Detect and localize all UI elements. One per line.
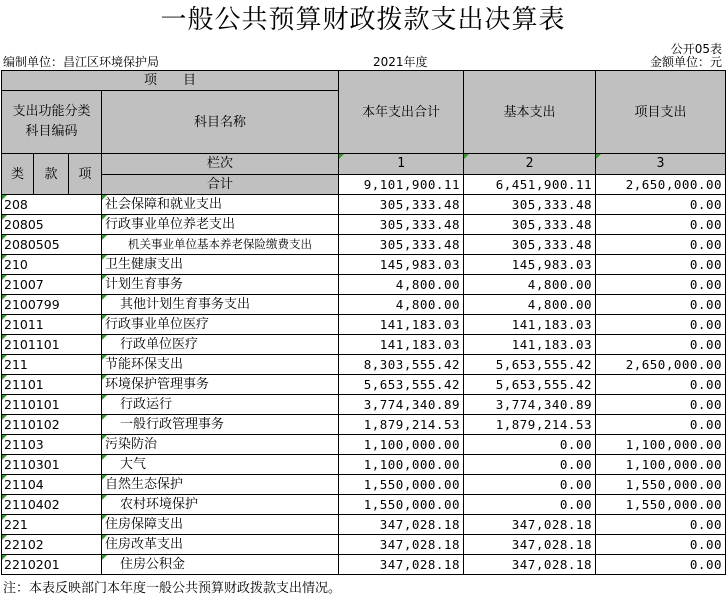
- row-total: 347,028.18: [339, 535, 464, 555]
- header-basic: 基本支出: [464, 71, 596, 154]
- row-subject-name: 行政运行: [102, 395, 339, 415]
- table-row: [2, 455, 726, 475]
- total-project: 2,650,000.00: [596, 174, 726, 195]
- form-number: 公开05表: [670, 42, 722, 56]
- row-subject-name: 大气: [102, 455, 339, 475]
- row-total: 1,879,214.53: [339, 415, 464, 435]
- row-project: 0.00: [596, 315, 726, 335]
- row-basic: 5,653,555.42: [464, 355, 596, 375]
- row-total: 141,183.03: [339, 315, 464, 335]
- header-project: 项目支出: [596, 71, 726, 154]
- row-code: 2210201: [2, 555, 102, 575]
- row-subject-name: 社会保障和就业支出: [102, 195, 339, 215]
- row-total: 4,800.00: [339, 295, 464, 315]
- header-total: 本年支出合计: [339, 71, 464, 154]
- row-basic: 347,028.18: [464, 515, 596, 535]
- row-subject-name: 行政事业单位医疗: [102, 315, 339, 335]
- row-total: 5,653,555.42: [339, 375, 464, 395]
- row-project: 1,550,000.00: [596, 475, 726, 495]
- table-row: [2, 355, 726, 375]
- row-basic: 0.00: [464, 455, 596, 475]
- row-project: 1,550,000.00: [596, 495, 726, 515]
- row-code: 2110101: [2, 395, 102, 415]
- row-subject-name: 一般行政管理事务: [102, 415, 339, 435]
- row-code: 2101101: [2, 335, 102, 355]
- row-total: 141,183.03: [339, 335, 464, 355]
- row-total: 305,333.48: [339, 195, 464, 215]
- header-kuan: 款: [34, 154, 69, 195]
- row-total: 305,333.48: [339, 235, 464, 255]
- row-total: 1,550,000.00: [339, 495, 464, 515]
- row-basic: 347,028.18: [464, 535, 596, 555]
- table-row: [2, 335, 726, 355]
- header-func-code: 支出功能分类 科目编码: [2, 91, 102, 154]
- header-item: 项 目: [2, 71, 339, 91]
- row-subject-name: 机关事业单位基本养老保险缴费支出: [102, 235, 339, 255]
- table-row: [2, 395, 726, 415]
- table-row: [2, 475, 726, 495]
- row-basic: 0.00: [464, 495, 596, 515]
- row-subject-name: 环境保护管理事务: [102, 375, 339, 395]
- row-basic: 347,028.18: [464, 555, 596, 575]
- row-project: 0.00: [596, 215, 726, 235]
- row-basic: 0.00: [464, 475, 596, 495]
- table-row: [2, 535, 726, 555]
- currency-unit: 金额单位：元: [649, 55, 722, 69]
- row-project: 0.00: [596, 395, 726, 415]
- row-code: 21011: [2, 315, 102, 335]
- column-number-3: 3: [596, 154, 726, 175]
- table-row: [2, 275, 726, 295]
- total-basic: 6,451,900.11: [464, 174, 596, 195]
- table-row: [2, 555, 726, 575]
- row-subject-name: 污染防治: [102, 435, 339, 455]
- row-code: 221: [2, 515, 102, 535]
- row-subject-name: 住房改革支出: [102, 535, 339, 555]
- row-total: 145,983.03: [339, 255, 464, 275]
- row-code: 2110102: [2, 415, 102, 435]
- row-project: 1,100,000.00: [596, 435, 726, 455]
- total-label: 合计: [102, 174, 339, 195]
- row-code: 2080505: [2, 235, 102, 255]
- column-number-1: 1: [339, 154, 464, 175]
- row-subject-name: 计划生育事务: [102, 275, 339, 295]
- row-basic: 305,333.48: [464, 235, 596, 255]
- row-code: 21101: [2, 375, 102, 395]
- table-row: [2, 495, 726, 515]
- table-row: [2, 295, 726, 315]
- table-row: [2, 415, 726, 435]
- expenditure-table: [1, 70, 726, 575]
- row-project: 0.00: [596, 535, 726, 555]
- row-total: 1,100,000.00: [339, 435, 464, 455]
- row-project: 0.00: [596, 335, 726, 355]
- row-subject-name: 行政单位医疗: [102, 335, 339, 355]
- row-project: 0.00: [596, 275, 726, 295]
- total-amount: 9,101,900.11: [339, 174, 464, 195]
- row-code: 21007: [2, 275, 102, 295]
- row-project: 0.00: [596, 375, 726, 395]
- row-subject-name: 农村环境保护: [102, 495, 339, 515]
- row-project: 0.00: [596, 515, 726, 535]
- header-lanci: 栏次: [102, 154, 339, 175]
- row-subject-name: 住房保障支出: [102, 515, 339, 535]
- row-subject-name: 卫生健康支出: [102, 255, 339, 275]
- row-project: 0.00: [596, 195, 726, 215]
- row-code: 210: [2, 255, 102, 275]
- table-row: [2, 515, 726, 535]
- row-subject-name: 节能环保支出: [102, 355, 339, 375]
- row-subject-name: 自然生态保护: [102, 475, 339, 495]
- row-project: 0.00: [596, 255, 726, 275]
- header-xiang: 项: [69, 154, 102, 195]
- row-basic: 305,333.48: [464, 195, 596, 215]
- row-basic: 305,333.48: [464, 215, 596, 235]
- table-row: [2, 315, 726, 335]
- header-lei: 类: [2, 154, 34, 195]
- row-project: 0.00: [596, 555, 726, 575]
- row-total: 305,333.48: [339, 215, 464, 235]
- row-project: 0.00: [596, 235, 726, 255]
- table-row: [2, 235, 726, 255]
- row-code: 20805: [2, 215, 102, 235]
- row-code: 22102: [2, 535, 102, 555]
- row-total: 347,028.18: [339, 515, 464, 535]
- row-basic: 141,183.03: [464, 315, 596, 335]
- row-basic: 1,879,214.53: [464, 415, 596, 435]
- fiscal-year: 2021年度: [373, 55, 428, 69]
- report-title: 一般公共预算财政拨款支出决算表: [160, 5, 566, 35]
- row-subject-name: 行政事业单位养老支出: [102, 215, 339, 235]
- org-name: 编制单位：昌江区环境保护局: [3, 55, 160, 69]
- row-project: 1,100,000.00: [596, 455, 726, 475]
- row-total: 4,800.00: [339, 275, 464, 295]
- row-total: 8,303,555.42: [339, 355, 464, 375]
- row-project: 0.00: [596, 415, 726, 435]
- footnote: 注：本表反映部门本年度一般公共预算财政拨款支出情况。: [3, 581, 342, 596]
- table-row: [2, 215, 726, 235]
- row-project: 0.00: [596, 295, 726, 315]
- row-code: 21103: [2, 435, 102, 455]
- table-row: [2, 375, 726, 395]
- row-code: 2110402: [2, 495, 102, 515]
- row-code: 211: [2, 355, 102, 375]
- row-total: 347,028.18: [339, 555, 464, 575]
- table-row: [2, 435, 726, 455]
- row-basic: 4,800.00: [464, 275, 596, 295]
- row-basic: 3,774,340.89: [464, 395, 596, 415]
- row-basic: 5,653,555.42: [464, 375, 596, 395]
- table-row: [2, 255, 726, 275]
- row-code: 208: [2, 195, 102, 215]
- row-basic: 4,800.00: [464, 295, 596, 315]
- row-total: 1,100,000.00: [339, 455, 464, 475]
- row-subject-name: 住房公积金: [102, 555, 339, 575]
- row-basic: 141,183.03: [464, 335, 596, 355]
- row-code: 21104: [2, 475, 102, 495]
- row-basic: 145,983.03: [464, 255, 596, 275]
- row-project: 2,650,000.00: [596, 355, 726, 375]
- table-row: [2, 195, 726, 215]
- row-code: 2110301: [2, 455, 102, 475]
- row-subject-name: 其他计划生育事务支出: [102, 295, 339, 315]
- header-subject-name: 科目名称: [102, 91, 339, 154]
- column-number-2: 2: [464, 154, 596, 175]
- row-total: 1,550,000.00: [339, 475, 464, 495]
- row-code: 2100799: [2, 295, 102, 315]
- row-basic: 0.00: [464, 435, 596, 455]
- row-total: 3,774,340.89: [339, 395, 464, 415]
